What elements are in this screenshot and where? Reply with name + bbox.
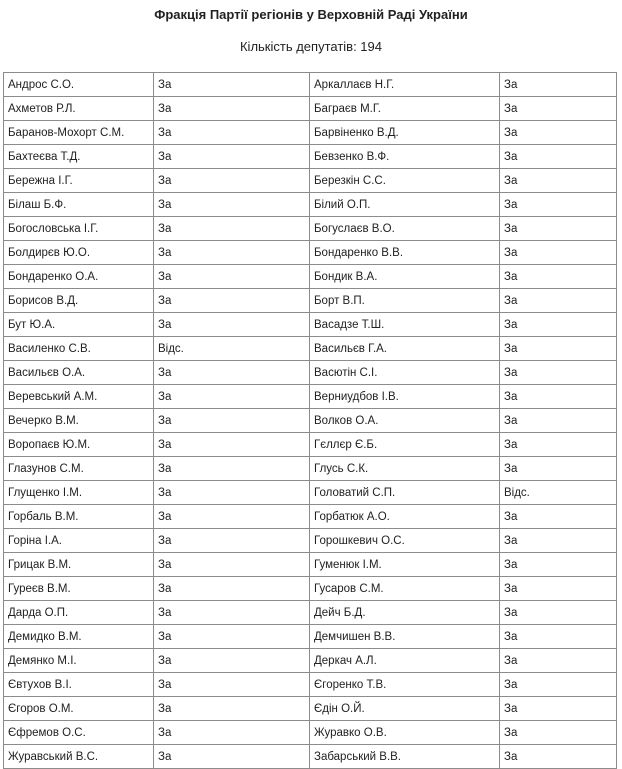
vote-result: За xyxy=(154,481,310,505)
deputy-name: Баграєв М.Г. xyxy=(310,97,500,121)
table-row xyxy=(4,649,617,673)
deputy-name: Васадзе Т.Ш. xyxy=(310,313,500,337)
deputy-name: Веревський А.М. xyxy=(4,385,154,409)
vote-result: За xyxy=(500,553,617,577)
deputy-name: Дарда О.П. xyxy=(4,601,154,625)
deputy-name: Горбатюк А.О. xyxy=(310,505,500,529)
deputy-name: Демчишен В.В. xyxy=(310,625,500,649)
vote-result: За xyxy=(154,553,310,577)
vote-result: За xyxy=(154,73,310,97)
vote-result: За xyxy=(154,673,310,697)
vote-result: За xyxy=(154,721,310,745)
deputy-name: Василенко С.В. xyxy=(4,337,154,361)
table-row xyxy=(4,457,617,481)
table-row xyxy=(4,553,617,577)
vote-result: За xyxy=(154,457,310,481)
deputy-name: Васильєв О.А. xyxy=(4,361,154,385)
deputy-name: Борт В.П. xyxy=(310,289,500,313)
vote-result: Відс. xyxy=(154,337,310,361)
table-row xyxy=(4,601,617,625)
deputy-name: Головатий С.П. xyxy=(310,481,500,505)
table-row xyxy=(4,433,617,457)
vote-result: За xyxy=(500,577,617,601)
vote-result: За xyxy=(500,601,617,625)
deputy-name: Березкін С.С. xyxy=(310,169,500,193)
vote-result: За xyxy=(500,673,617,697)
vote-result: За xyxy=(154,745,310,769)
vote-result: За xyxy=(154,601,310,625)
deputy-name: Єгоренко Т.В. xyxy=(310,673,500,697)
deputy-name: Євтухов В.І. xyxy=(4,673,154,697)
table-row xyxy=(4,529,617,553)
deputy-name: Журавко О.В. xyxy=(310,721,500,745)
deputy-name: Білаш Б.Ф. xyxy=(4,193,154,217)
vote-table xyxy=(3,72,617,769)
vote-result: За xyxy=(500,409,617,433)
deputy-name: Верниудбов І.В. xyxy=(310,385,500,409)
vote-result: За xyxy=(154,649,310,673)
vote-result: За xyxy=(500,145,617,169)
vote-result: За xyxy=(500,625,617,649)
vote-result: За xyxy=(500,193,617,217)
vote-result: За xyxy=(154,121,310,145)
vote-result: За xyxy=(500,649,617,673)
vote-result: За xyxy=(500,337,617,361)
deputy-name: Дейч Б.Д. xyxy=(310,601,500,625)
table-row xyxy=(4,289,617,313)
deputy-name: Горошкевич О.С. xyxy=(310,529,500,553)
vote-result: За xyxy=(154,241,310,265)
vote-result: За xyxy=(500,457,617,481)
deputy-name: Гуменюк І.М. xyxy=(310,553,500,577)
table-row xyxy=(4,337,617,361)
deputy-name: Глусь С.К. xyxy=(310,457,500,481)
table-row xyxy=(4,625,617,649)
table-row xyxy=(4,745,617,769)
table-row xyxy=(4,505,617,529)
vote-result: За xyxy=(154,505,310,529)
vote-result: За xyxy=(500,505,617,529)
table-row xyxy=(4,385,617,409)
table-row xyxy=(4,697,617,721)
deputy-name: Глазунов С.М. xyxy=(4,457,154,481)
deputy-name: Бондаренко В.В. xyxy=(310,241,500,265)
page-title: Фракція Партії регіонів у Верховній Раді України xyxy=(154,7,468,22)
vote-result: За xyxy=(154,265,310,289)
deputies-count: Кількість депутатів: 194 xyxy=(239,39,382,54)
deputy-name: Горіна І.А. xyxy=(4,529,154,553)
vote-result: За xyxy=(500,217,617,241)
deputy-name: Демянко М.І. xyxy=(4,649,154,673)
vote-result: За xyxy=(154,385,310,409)
deputy-name: Глущенко І.М. xyxy=(4,481,154,505)
table-row xyxy=(4,673,617,697)
deputy-name: Єфремов О.С. xyxy=(4,721,154,745)
vote-result: За xyxy=(500,433,617,457)
deputy-name: Журавський В.С. xyxy=(4,745,154,769)
deputy-name: Грицак В.М. xyxy=(4,553,154,577)
vote-result: За xyxy=(500,241,617,265)
deputy-name: Горбаль В.М. xyxy=(4,505,154,529)
vote-result: За xyxy=(154,313,310,337)
vote-result: За xyxy=(154,217,310,241)
deputy-name: Гєллєр Є.Б. xyxy=(310,433,500,457)
vote-result: За xyxy=(154,433,310,457)
vote-result: За xyxy=(154,193,310,217)
vote-result: За xyxy=(500,97,617,121)
deputy-name: Воропаєв Ю.М. xyxy=(4,433,154,457)
table-row xyxy=(4,721,617,745)
deputy-name: Богословська І.Г. xyxy=(4,217,154,241)
vote-result: За xyxy=(500,697,617,721)
deputy-name: Бондик В.А. xyxy=(310,265,500,289)
table-row xyxy=(4,169,617,193)
deputy-name: Єгоров О.М. xyxy=(4,697,154,721)
vote-result: За xyxy=(154,169,310,193)
deputy-name: Васильєв Г.А. xyxy=(310,337,500,361)
vote-result: За xyxy=(154,289,310,313)
deputy-name: Бут Ю.А. xyxy=(4,313,154,337)
vote-result: За xyxy=(500,529,617,553)
vote-result: За xyxy=(154,577,310,601)
deputy-name: Вечерко В.М. xyxy=(4,409,154,433)
vote-table-body xyxy=(4,73,617,769)
deputy-name: Болдирєв Ю.О. xyxy=(4,241,154,265)
table-row xyxy=(4,217,617,241)
deputy-name: Ахметов Р.Л. xyxy=(4,97,154,121)
deputy-name: Андрос С.О. xyxy=(4,73,154,97)
deputy-name: Гуреєв В.М. xyxy=(4,577,154,601)
deputy-name: Бевзенко В.Ф. xyxy=(310,145,500,169)
deputy-name: Волков О.А. xyxy=(310,409,500,433)
vote-result: За xyxy=(500,265,617,289)
table-row xyxy=(4,73,617,97)
vote-result: За xyxy=(154,145,310,169)
deputy-name: Богуслаєв В.О. xyxy=(310,217,500,241)
deputy-name: Єдін О.Й. xyxy=(310,697,500,721)
vote-result: За xyxy=(500,721,617,745)
table-row xyxy=(4,97,617,121)
vote-result: За xyxy=(500,289,617,313)
vote-result: За xyxy=(154,409,310,433)
table-row xyxy=(4,121,617,145)
deputy-name: Барвіненко В.Д. xyxy=(310,121,500,145)
deputy-name: Забарський В.В. xyxy=(310,745,500,769)
deputy-name: Баранов-Мохорт С.М. xyxy=(4,121,154,145)
table-row xyxy=(4,577,617,601)
deputy-name: Деркач А.Л. xyxy=(310,649,500,673)
table-row xyxy=(4,481,617,505)
deputy-name: Білий О.П. xyxy=(310,193,500,217)
vote-result: За xyxy=(154,697,310,721)
table-row xyxy=(4,265,617,289)
deputy-name: Демидко В.М. xyxy=(4,625,154,649)
table-row xyxy=(4,409,617,433)
table-row xyxy=(4,313,617,337)
table-row xyxy=(4,145,617,169)
vote-result: За xyxy=(154,529,310,553)
vote-result: За xyxy=(500,313,617,337)
vote-result: За xyxy=(500,361,617,385)
vote-result: За xyxy=(154,625,310,649)
deputy-name: Бахтеєва Т.Д. xyxy=(4,145,154,169)
table-row xyxy=(4,193,617,217)
vote-result: Відс. xyxy=(500,481,617,505)
table-row xyxy=(4,241,617,265)
deputy-name: Бережна І.Г. xyxy=(4,169,154,193)
deputy-name: Бондаренко О.А. xyxy=(4,265,154,289)
vote-result: За xyxy=(500,745,617,769)
deputy-name: Васютін С.І. xyxy=(310,361,500,385)
vote-result: За xyxy=(500,169,617,193)
vote-result: За xyxy=(500,385,617,409)
vote-result: За xyxy=(500,121,617,145)
deputy-name: Аркаллаєв Н.Г. xyxy=(310,73,500,97)
vote-result: За xyxy=(154,97,310,121)
deputy-name: Гусаров С.М. xyxy=(310,577,500,601)
vote-result: За xyxy=(500,73,617,97)
deputy-name: Борисов В.Д. xyxy=(4,289,154,313)
vote-result: За xyxy=(154,361,310,385)
table-row xyxy=(4,361,617,385)
